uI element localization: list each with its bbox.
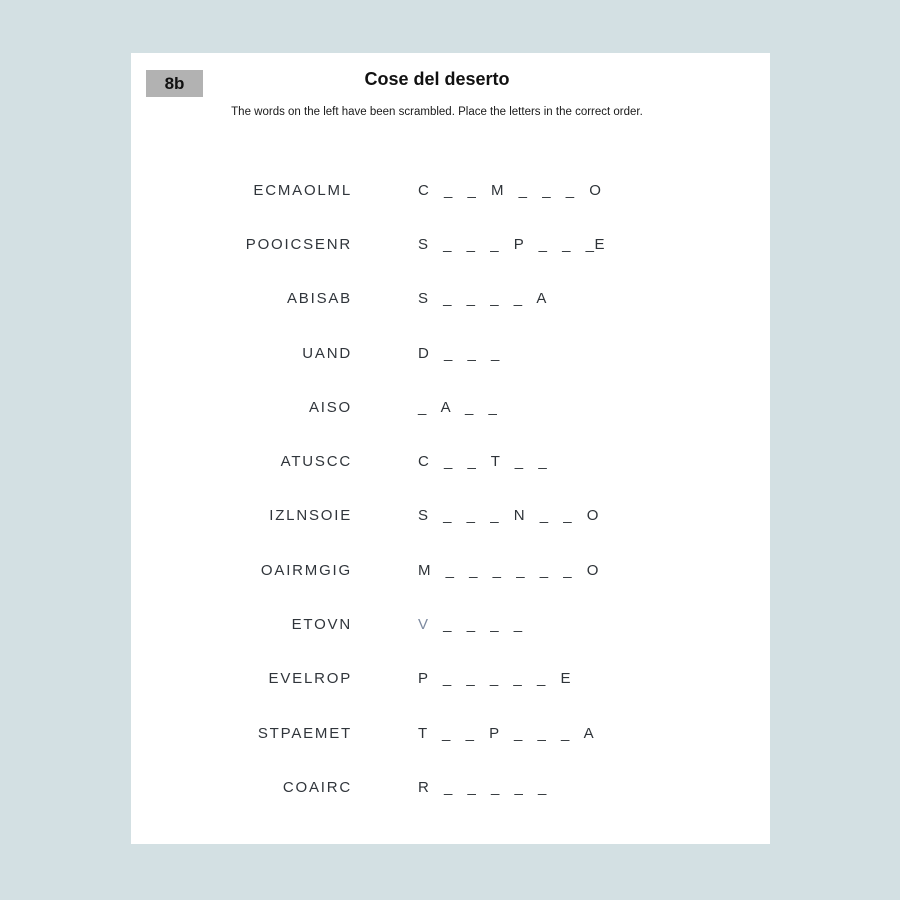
answer-blanks[interactable]: S _ _ _ P _ _ _E <box>418 235 605 253</box>
exercise-row <box>131 760 770 814</box>
answer-blanks[interactable]: S _ _ _ _ A <box>418 290 547 308</box>
answer-blanks[interactable]: P _ _ _ _ _ E <box>418 670 571 688</box>
scrambled-word: EVELROP <box>268 670 352 688</box>
answer-blanks[interactable]: S _ _ _ N _ _ O <box>418 507 599 525</box>
answer-blanks[interactable]: _ A _ _ <box>418 398 498 416</box>
scrambled-word: ATUSCC <box>280 453 352 471</box>
exercise-number-badge: 8b <box>146 70 203 97</box>
exercise-row <box>131 434 770 488</box>
answer-blanks[interactable]: M _ _ _ _ _ _ O <box>418 561 599 579</box>
worksheet-page <box>131 53 770 844</box>
answer-blanks[interactable]: C _ _ M _ _ _ O <box>418 181 602 199</box>
exercise-row <box>131 326 770 380</box>
exercise-row <box>131 217 770 271</box>
answer-blanks[interactable]: R _ _ _ _ _ <box>418 778 547 796</box>
answer-blanks[interactable]: V _ _ _ _ <box>418 616 523 634</box>
scrambled-word: OAIRMGIG <box>260 561 352 579</box>
scrambled-word: COAIRC <box>282 778 352 796</box>
instructions-text: The words on the left have been scrambled. Place the letters in the correct order. <box>231 106 643 118</box>
scrambled-word: UAND <box>302 344 352 362</box>
scrambled-word: ABISAB <box>287 290 352 308</box>
answer-blanks[interactable]: D _ _ _ <box>418 344 500 362</box>
scrambled-word: POOICSENR <box>245 235 352 253</box>
scrambled-word: ETOVN <box>291 616 352 634</box>
answer-blanks[interactable]: T _ _ P _ _ _ A <box>418 724 595 742</box>
exercise-row <box>131 380 770 434</box>
scrambled-word: ECMAOLML <box>253 181 352 199</box>
answer-blanks[interactable]: C _ _ T _ _ <box>418 453 548 471</box>
exercise-rows <box>131 163 770 815</box>
exercise-row <box>131 489 770 543</box>
exercise-row <box>131 652 770 706</box>
exercise-row <box>131 543 770 597</box>
scrambled-word: AISO <box>308 398 352 416</box>
exercise-row <box>131 163 770 217</box>
exercise-row <box>131 706 770 760</box>
exercise-row <box>131 272 770 326</box>
exercise-row <box>131 597 770 651</box>
scrambled-word: IZLNSOIE <box>269 507 352 525</box>
scrambled-word: STPAEMET <box>257 724 352 742</box>
page-title: Cose del deserto <box>364 69 510 89</box>
